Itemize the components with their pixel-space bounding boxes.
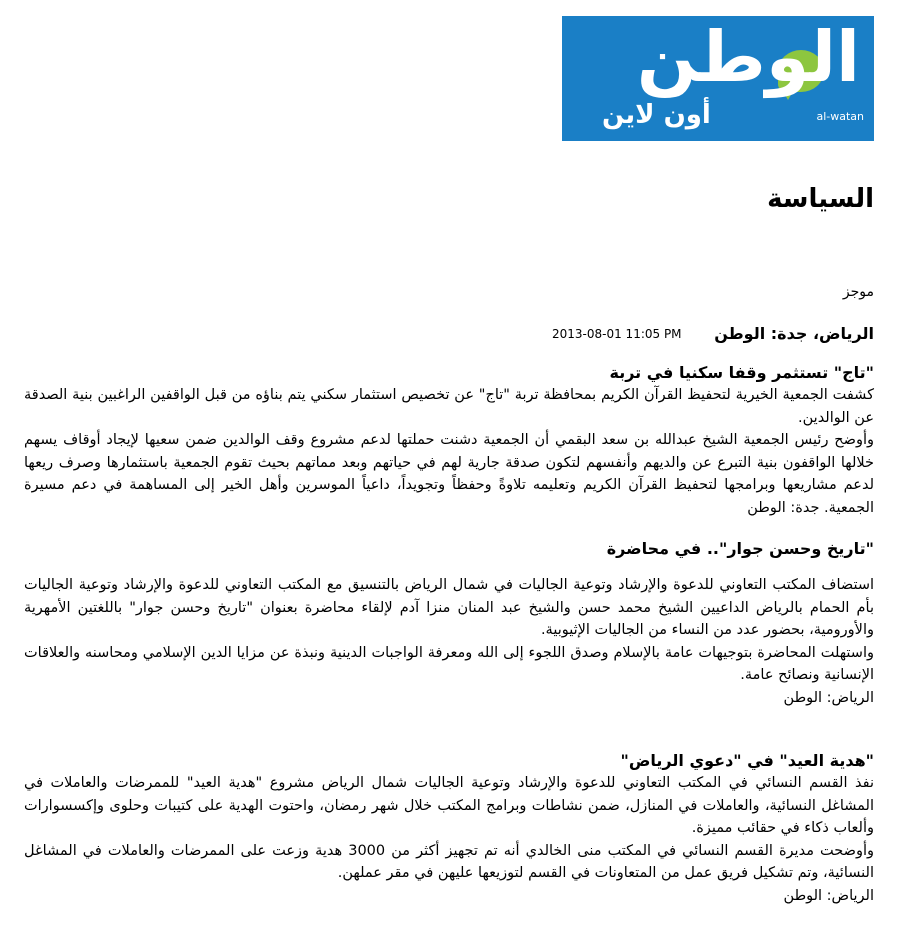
article-2 (24, 538, 874, 709)
site-logo[interactable] (562, 16, 874, 141)
article-source: الرياض: الوطن (783, 689, 874, 706)
article-paragraph: واستهلت المحاضرة بتوجيهات عامة بالإسلام وصدق اللجوء إلى الله ومعرفة الواجبات الدينية ونبذة عن مزايا الدين الإسلامي ومحاسنه والعلاقات الإنسانية ونصائح عامة. (24, 644, 874, 683)
logo-wordmark: الوطن (636, 16, 860, 98)
section-title: السياسة (767, 184, 874, 214)
logo-latin-name: al-watan (816, 110, 864, 123)
article-title: "هدية العيد" في "دعوي الرياض" (620, 751, 874, 770)
spacer (24, 560, 874, 574)
byline: الرياض، جدة: الوطن (714, 324, 874, 343)
logo-subtitle: أون لاين (602, 100, 711, 130)
article-paragraph: نفذ القسم النسائي في المكتب التعاوني للدعوة والإرشاد وتوعية الجاليات شمال الرياض مشروع "هدية العيد" للممرضات والعاملات في المشاغل النسائية، والعاملات في المنازل، ضمن نشاطات وبرامج المكتب خلال شهر رمضان، واحتوت الهدية على كتيبات وحلوى وإكسسوارات وألعاب ذكاء في حقائب مميزة. (24, 775, 874, 836)
article-1 (24, 362, 874, 519)
article-title: "تاريخ وحسن جوار".. في محاضرة (606, 539, 874, 558)
article-paragraph: وأوضح رئيس الجمعية الشيخ عبدالله بن سعد البقمي أن الجمعية دشنت حملتها لدعم مشروع وقف الوالدين ضمن سعيها لإيجاد أوقاف يسهم خلالها الواقفون بنية التبرع عن والديهم وأنفسهم لتكون صدقة جارية لهم في حياتهم وبعد مماتهم بحيث تقوم الجمعية باستثمارها وصرف ريعها لدعم مشاريعها وبرامجها لتحفيظ القرآن الكريم وتعليمه تلاوةً وحفظاً وتجويداً، داعياً الموسرين وأهل الخير إلى المساهمة في دعم مسيرة الجمعية. جدة: الوطن (24, 432, 874, 516)
kicker-label: موجز (842, 284, 874, 300)
article-paragraph: وأوضحت مديرة القسم النسائي في المكتب منى الخالدي أنه تم تجهيز أكثر من 3000 هدية وزعت على الممرضات والعاملات في المشاغل النسائية، وتم تشكيل فريق عمل من المتعاونات في القسم لتوزيعها عليهن في مقر عملهن. (24, 842, 874, 881)
article-paragraph: كشفت الجمعية الخيرية لتحفيظ القرآن الكريم بمحافظة تربة "تاج" عن تخصيص استثمار سكني يتم بناؤه من قبل الواقفين الراغبين بنية الصدقة عن الوالدين. (24, 387, 874, 426)
article-3 (24, 750, 874, 907)
article-title: "تاج" تستثمر وقفا سكنيا في تربة (609, 363, 874, 382)
article-paragraph: استضاف المكتب التعاوني للدعوة والإرشاد وتوعية الجاليات في شمال الرياض بالتنسيق مع المكتب التعاوني للدعوة والإرشاد وتوعية الجاليات بأم الحمام بالرياض الداعيين الشيخ محمد حسن والشيخ عبد المنان منزا آدم لإلقاء محاضرة بعنوان "تاريخ وحسن جوار" باللغتين الأمهرية والأورومية، بحضور عدد من النساء من الجاليات الإثيوبية. (24, 577, 874, 638)
article-source: الرياض: الوطن (783, 887, 874, 904)
timestamp: 2013-08-01 11:05 PM (552, 327, 682, 341)
